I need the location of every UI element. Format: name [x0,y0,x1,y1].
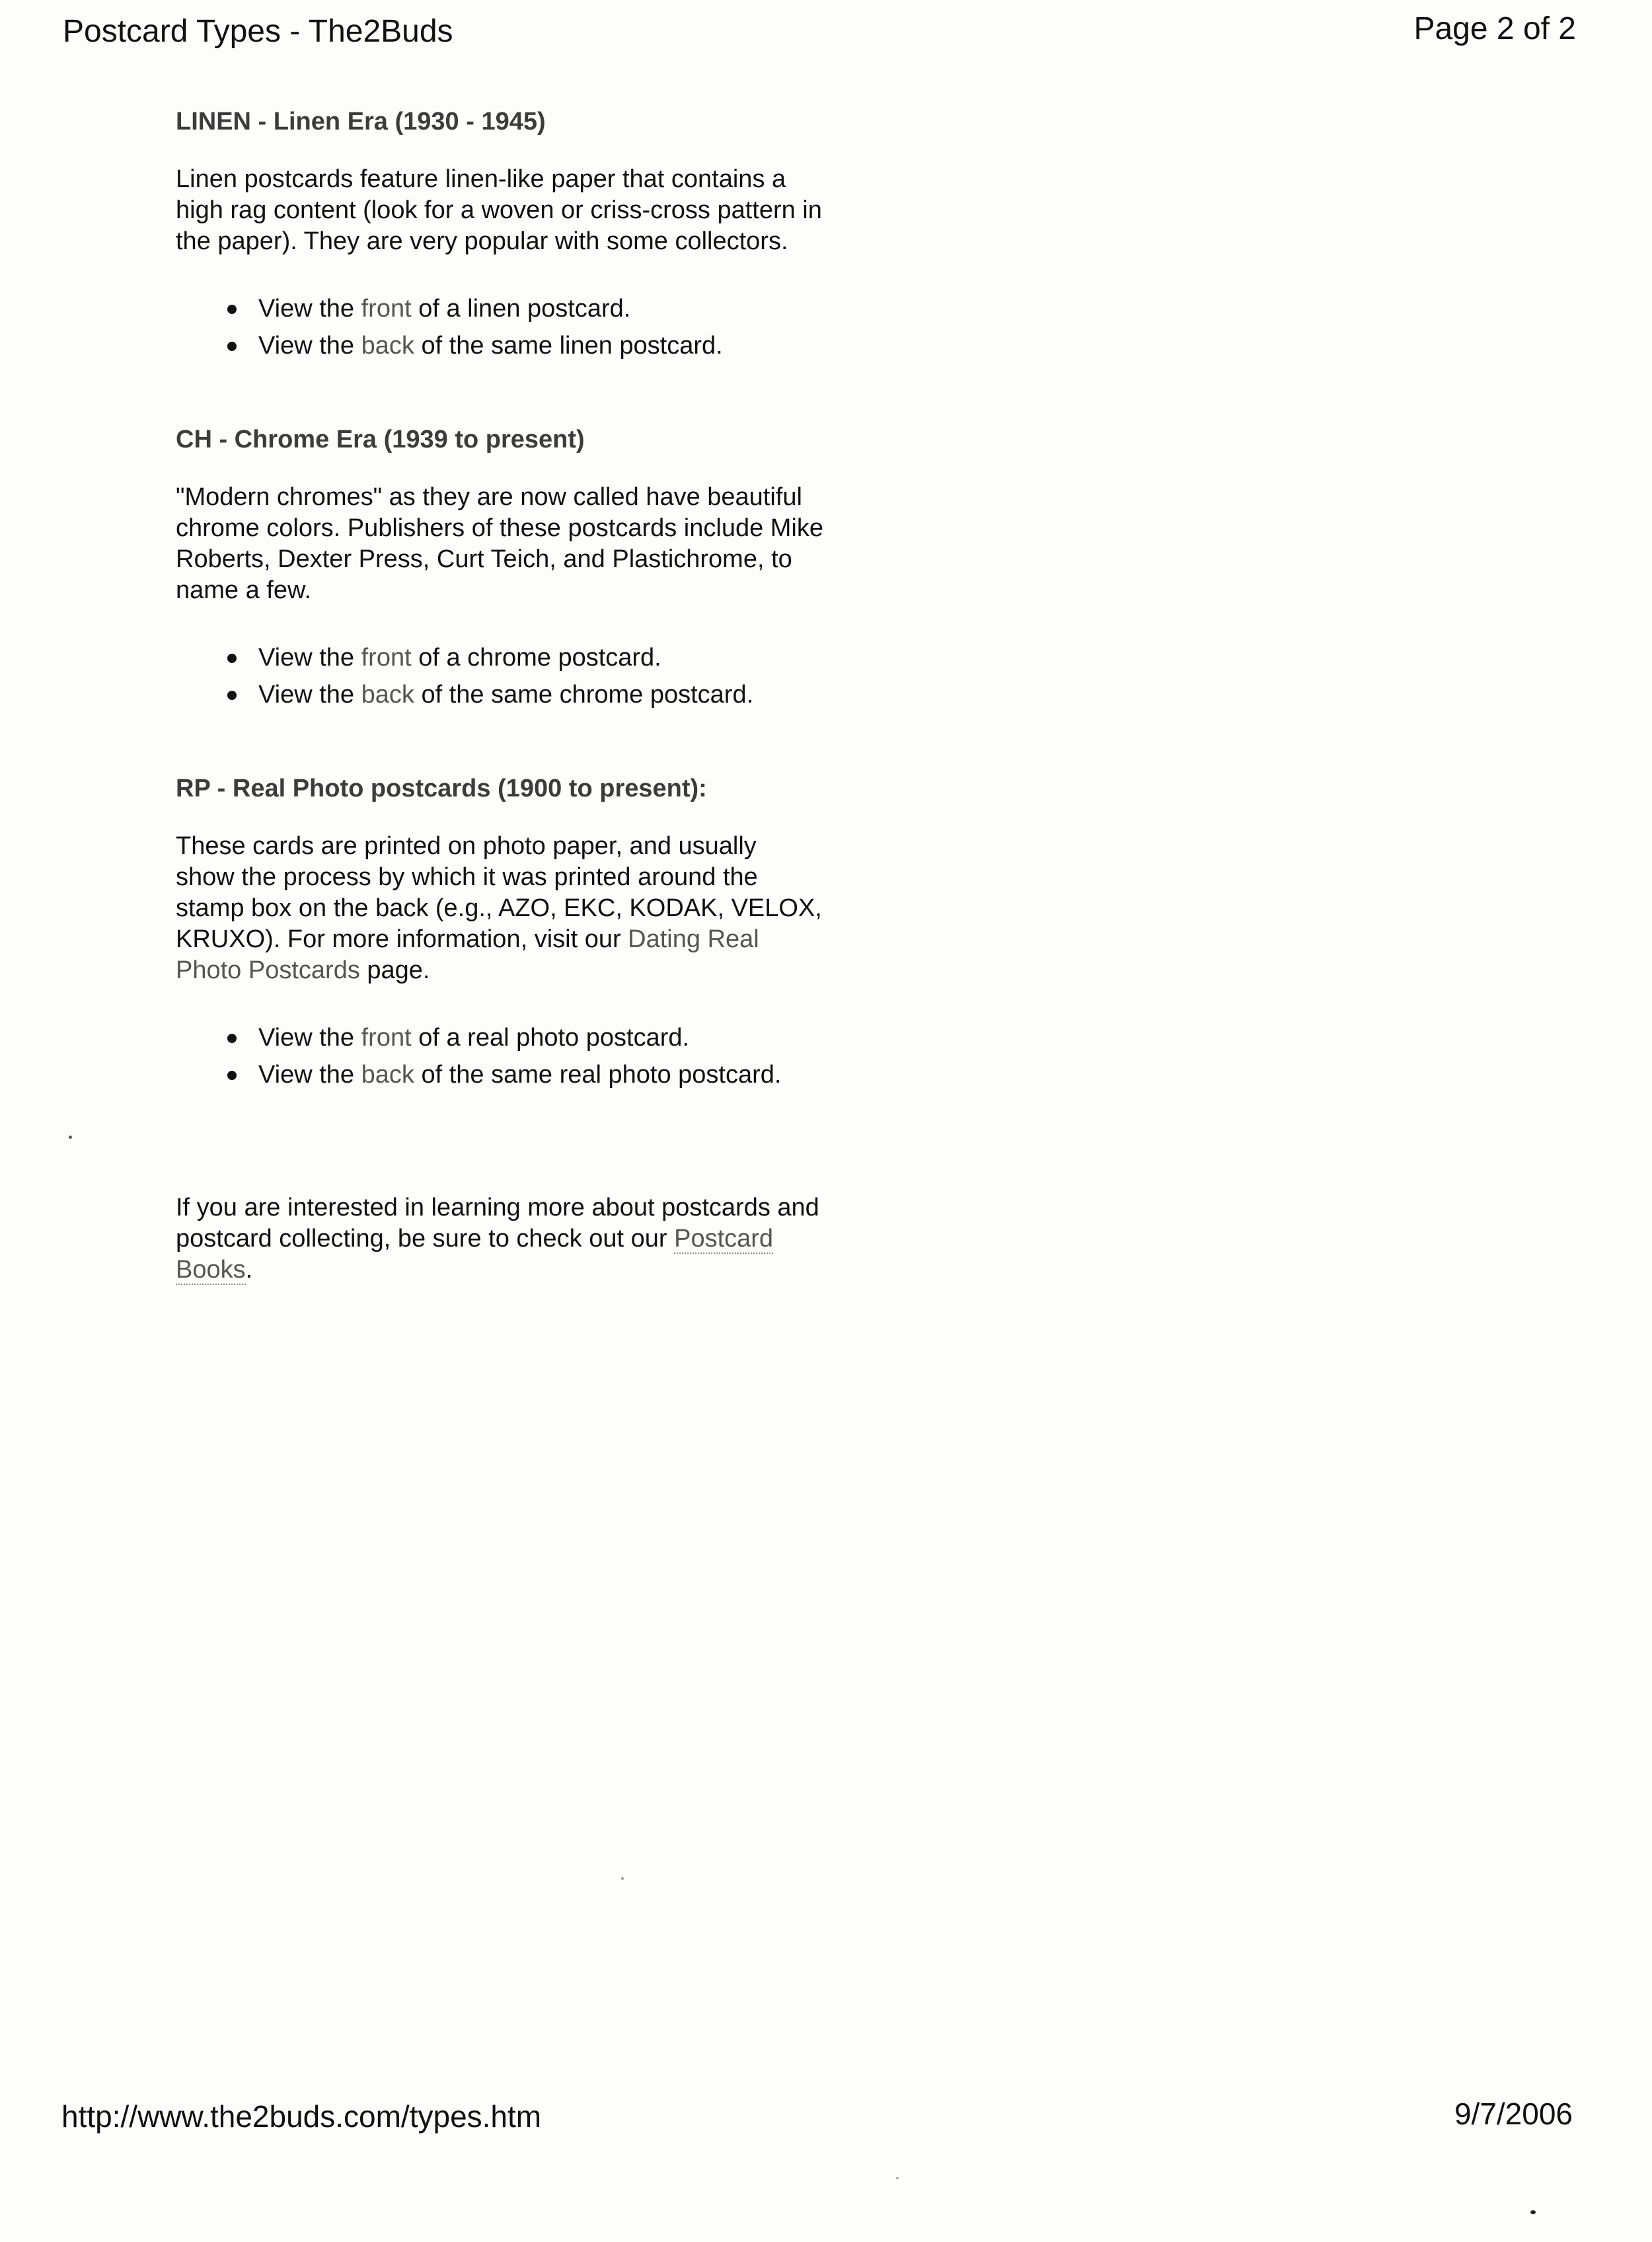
paragraph-line [176,924,922,955]
section-heading-real-photo: RP - Real Photo postcards (1900 to present): [176,775,707,802]
back-link[interactable]: back [361,681,414,709]
front-link[interactable]: front [361,295,412,323]
list-item [176,639,922,676]
front-link[interactable]: front [361,644,412,672]
paragraph-line: high rag content (look for a woven or criss-cross pattern in [176,196,822,224]
paragraph-line: These cards are printed on photo paper, and usually [176,832,757,860]
print-footer-url: http://www.the2buds.com/types.htm [61,2099,542,2134]
dating-real-photo-postcards-link-continued[interactable]: Photo Postcards [176,956,360,984]
list-item-text: of a linen postcard. [411,295,631,323]
list-item-text: of the same real photo postcard. [414,1061,782,1089]
paragraph-line: the paper). They are very popular with some collectors. [176,227,788,255]
paragraph-line: name a few. [176,576,311,604]
paragraph-line: show the process by which it was printed around the [176,863,758,891]
back-link[interactable]: back [361,1061,414,1089]
list-item [176,676,922,713]
back-link[interactable]: back [361,332,414,360]
list-item [176,327,922,364]
print-footer-date: 9/7/2006 [1454,2097,1573,2131]
dating-real-photo-postcards-link[interactable]: Dating Real [628,925,759,953]
paragraph-line: Linen postcards feature linen-like paper that contains a [176,165,786,193]
scan-speck [1530,2210,1536,2214]
list-item-text: View the [258,681,361,709]
list-item-text: View the [258,644,361,672]
list-item [176,1019,922,1056]
section-paragraph-real-photo [176,831,922,986]
bullet-icon [227,691,237,700]
paragraph-line: If you are interested in learning more about postcards and [176,1194,819,1221]
bullet-icon [227,1034,237,1043]
paragraph-text: page. [359,956,430,984]
paragraph-text: KRUXO). For more information, visit our [176,925,628,953]
list-item-text: of the same chrome postcard. [414,681,754,709]
paragraph-text: postcard collecting, be sure to check out our [176,1225,675,1253]
paragraph-line [176,1255,922,1286]
list-item-text: View the [258,1061,361,1089]
paragraph-line: chrome colors. Publishers of these postcards include Mike [176,514,824,542]
list-item [176,1056,922,1093]
postcard-books-link-continued[interactable]: Books [176,1256,246,1284]
section-chrome [176,424,922,713]
view-links-list-real-photo [176,1019,922,1093]
paragraph-line: stamp box on the back (e.g., AZO, EKC, KODAK, VELOX, [176,894,822,922]
bullet-icon [227,342,237,351]
page-content [176,106,922,1286]
section-heading-chrome: CH - Chrome Era (1939 to present) [176,426,585,453]
paragraph-line [176,1223,922,1255]
bullet-icon [227,1071,237,1080]
paragraph-line: Roberts, Dexter Press, Curt Teich, and Plastichrome, to [176,545,792,573]
section-real-photo [176,773,922,1093]
front-link[interactable]: front [361,1024,412,1052]
view-links-list-linen [176,290,922,364]
section-paragraph-chrome [176,482,922,606]
bullet-icon [227,654,237,663]
scan-speck [621,1877,624,1880]
paragraph-line [176,955,922,986]
list-item-text: View the [258,1024,361,1052]
list-item-text: View the [258,332,361,360]
closing-paragraph [176,1192,922,1286]
paragraph-text: . [245,1256,253,1284]
list-item-text: of the same linen postcard. [414,332,723,360]
page-indicator: Page 2 of 2 [1413,11,1576,46]
list-item-text: of a chrome postcard. [411,644,661,672]
postcard-books-link[interactable]: Postcard [674,1225,774,1253]
section-linen [176,106,922,364]
section-heading-linen: LINEN - Linen Era (1930 - 1945) [176,108,546,135]
list-item-text: of a real photo postcard. [411,1024,690,1052]
print-header-title: Postcard Types - The2Buds [63,14,453,49]
section-paragraph-linen [176,164,922,257]
list-item [176,290,922,327]
scan-speck [69,1136,72,1139]
bullet-icon [227,305,237,314]
list-item-text: View the [258,295,361,323]
scan-speck [896,2177,899,2179]
view-links-list-chrome [176,639,922,713]
paragraph-line: "Modern chromes" as they are now called have beautiful [176,483,802,511]
